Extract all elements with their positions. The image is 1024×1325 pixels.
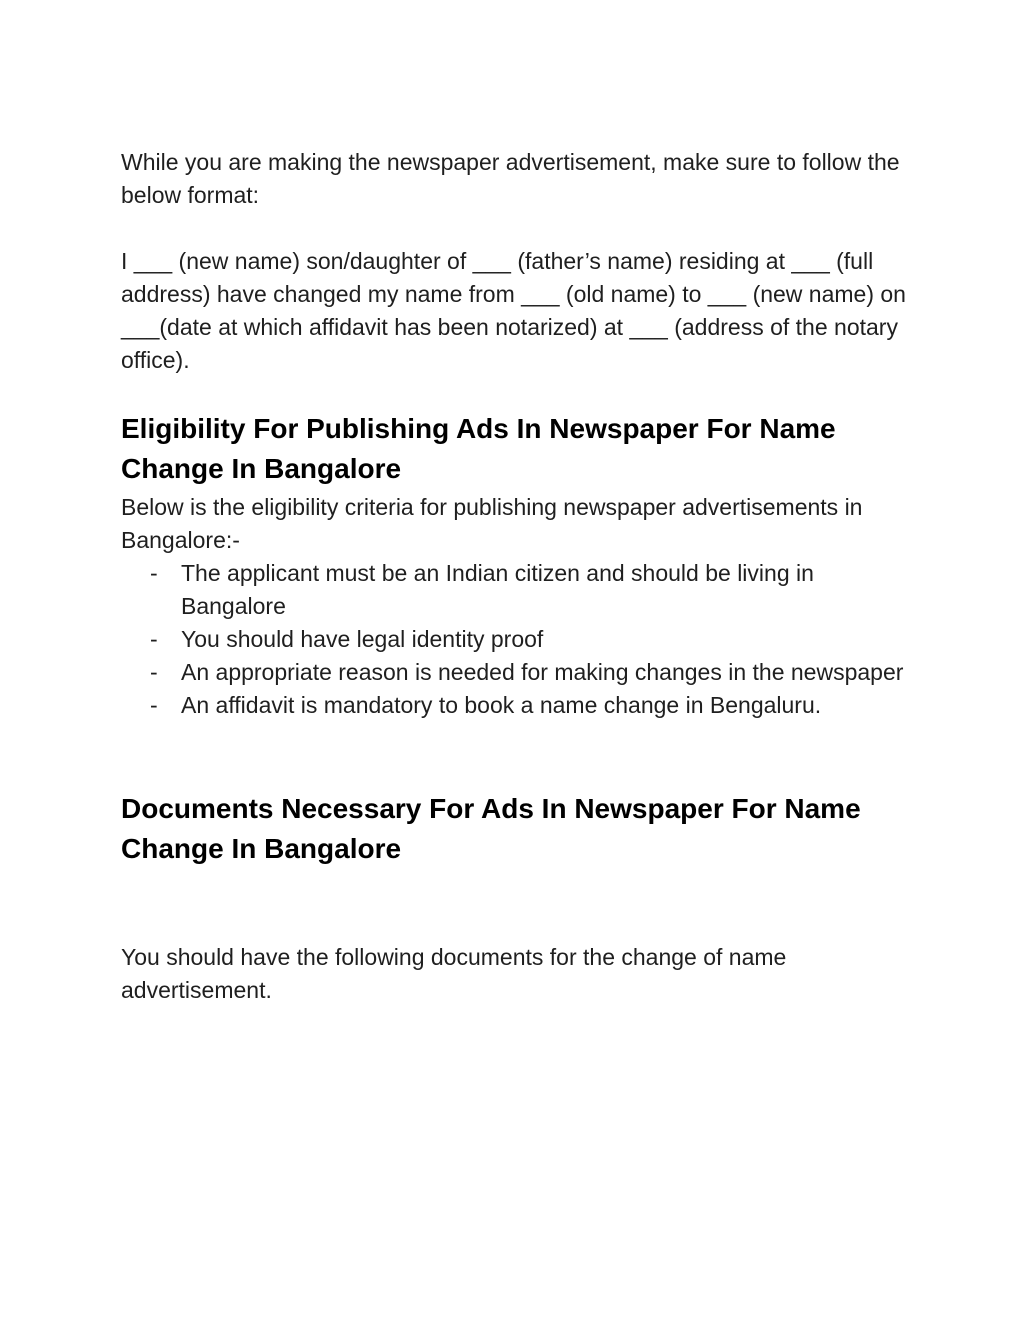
list-item (121, 656, 911, 689)
list-item (121, 689, 911, 722)
documents-heading: Documents Necessary For Ads In Newspaper For Name Change In Bangalore (121, 793, 861, 864)
list-item-text: An affidavit is mandatory to book a name change in Bengaluru. (181, 692, 822, 718)
list-item-text: An appropriate reason is needed for making changes in the newspaper (181, 659, 904, 685)
list-item-text: The applicant must be an Indian citizen and should be living in Bangalore (181, 560, 814, 619)
list-item-text: You should have legal identity proof (181, 626, 544, 652)
bullet-dash: - (150, 560, 158, 586)
eligibility-heading: Eligibility For Publishing Ads In Newspaper For Name Change In Bangalore (121, 413, 836, 484)
documents-intro-paragraph: You should have the following documents for the change of name advertisement. (121, 944, 787, 1003)
document-page (121, 146, 911, 1007)
list-item (121, 557, 911, 623)
bullet-dash: - (150, 626, 158, 652)
eligibility-list (121, 557, 911, 722)
list-item (121, 623, 911, 656)
bullet-dash: - (150, 692, 158, 718)
bullet-dash: - (150, 659, 158, 685)
format-intro-paragraph: While you are making the newspaper advertisement, make sure to follow the below format: (121, 149, 900, 208)
advertisement-template-paragraph: I ___ (new name) son/daughter of ___ (father’s name) residing at ___ (full address) have changed my name from ___ (old name) to ___ (new name) on ___(date at which affidavit has been notarized) at ___ (address of the notary office). (121, 248, 906, 373)
eligibility-intro-paragraph: Below is the eligibility criteria for publishing newspaper advertisements in Bangalore:- (121, 494, 863, 553)
